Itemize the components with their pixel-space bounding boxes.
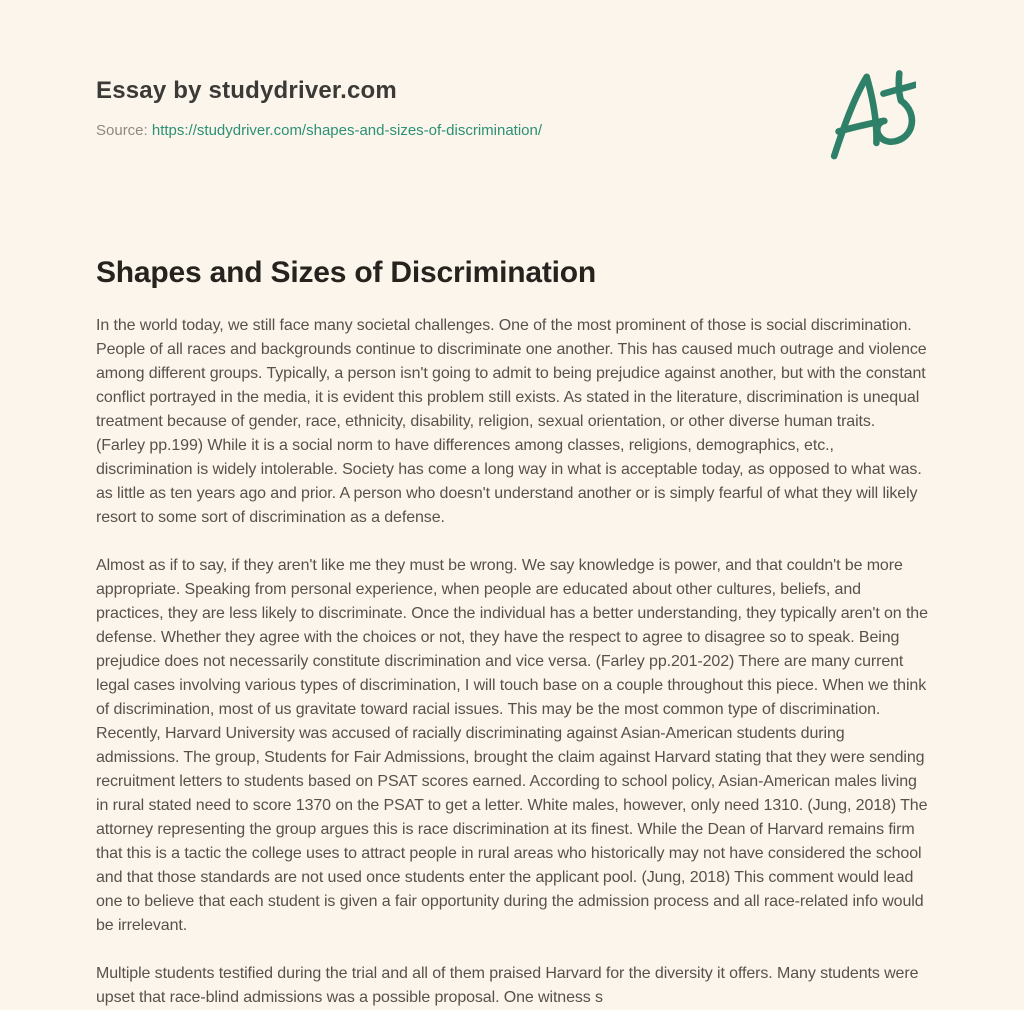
- page-header: [96, 66, 928, 162]
- source-link[interactable]: https://studydriver.com/shapes-and-sizes-of-discrimination/: [151, 122, 543, 139]
- essay-paragraph-3: Multiple students testified during the trial and all of them praised Harvard for the diversity it offers. Many students were upset that race-blind admissions was a possible proposal. One witness s: [96, 965, 919, 1006]
- source-label: Source:: [96, 122, 148, 139]
- source-line: [96, 122, 542, 139]
- studydriver-a-plus-logo-icon: [828, 64, 916, 162]
- essay-body: [96, 314, 928, 1010]
- essay-by-heading: Essay by studydriver.com: [96, 77, 397, 104]
- essay-paragraph-2: Almost as if to say, if they aren't like me they must be wrong. We say knowledge is power, and that couldn't be more appropriate. Speaking from personal experience, when people are educated about other cultures, beliefs, and practices, they are less likely to discriminate. Once the individual has a better understanding, they typically aren't on the defense. Whether they agree with the choices or not, they have the respect to agree to disagree so to speak. Being prejudice does not necessarily constitute discrimination and vice versa. (Farley pp.201-202) There are many current legal cases involving various types of discrimination, I will touch base on a couple throughout this piece. When we think of discrimination, most of us gravitate toward racial issues. This may be the most common type of discrimination. Recently, Harvard University was accused of racially discriminating against Asian-American students during admissions. The group, Students for Fair Admissions, brought the claim against Harvard stating that they were sending recruitment letters to students based on PSAT scores earned. According to school policy, Asian-American males living in rural stated need to score 1370 on the PSAT to get a letter. White males, however, only need 1310. (Jung, 2018) The attorney representing the group argues this is race discrimination at its finest. While the Dean of Harvard remains firm that this is a tactic the college uses to attract people in rural areas who historically may not have considered the school and that those standards are not used once students enter the applicant pool. (Jung, 2018) This comment would lead one to believe that each student is given a fair opportunity during the admission process and all race-related info would be irrelevant.: [96, 557, 928, 934]
- header-text-block: [96, 66, 542, 139]
- essay-title: Shapes and Sizes of Discrimination: [96, 256, 596, 289]
- essay-paragraph-1: In the world today, we still face many societal challenges. One of the most prominent of those is social discrimination. People of all races and backgrounds continue to discriminate one another. This has caused much outrage and violence among different groups. Typically, a person isn't going to admit to being prejudice against another, but with the constant conflict portrayed in the media, it is evident this problem still exists. As stated in the literature, discrimination is unequal treatment because of gender, race, ethnicity, disability, religion, sexual orientation, or other diverse human traits. (Farley pp.199) While it is a social norm to have differences among classes, religions, demographics, etc., discrimination is widely intolerable. Society has come a long way in what is acceptable today, as opposed to what was. as little as ten years ago and prior. A person who doesn't understand another or is simply fearful of what they will likely resort to some sort of discrimination as a defense.: [96, 317, 927, 526]
